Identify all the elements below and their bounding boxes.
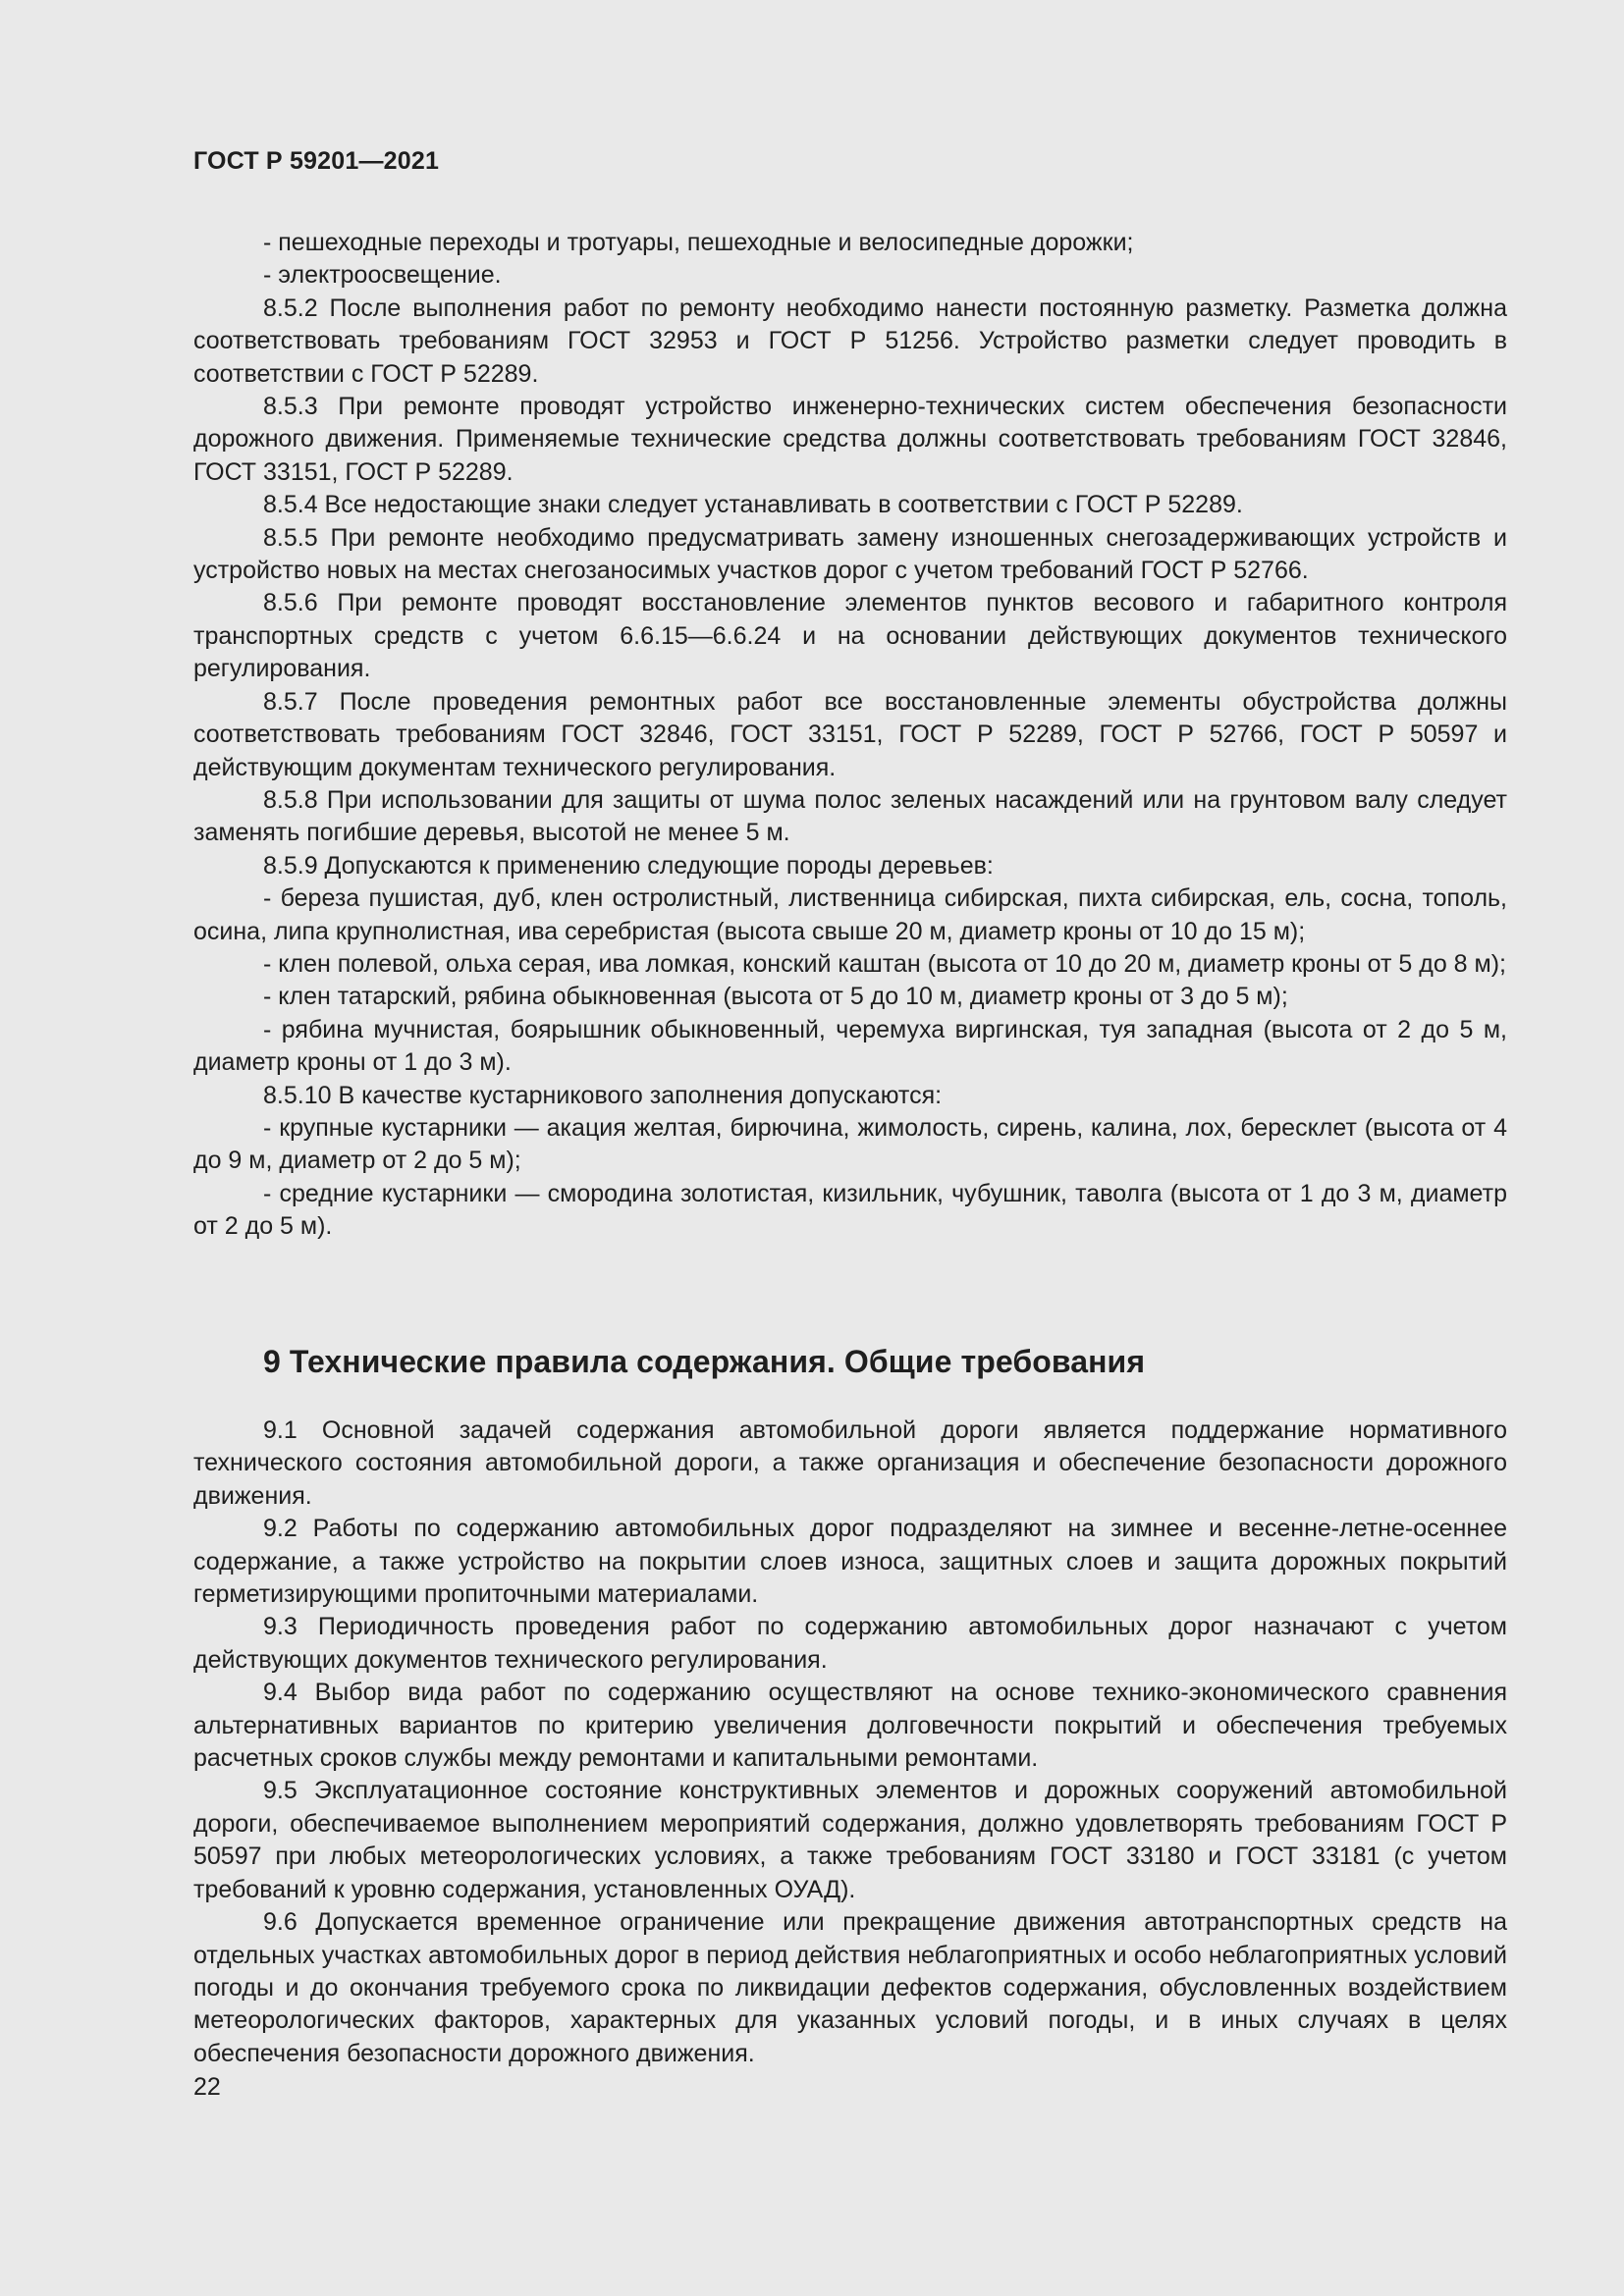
- section-9-body: [193, 1415, 1507, 2070]
- paragraph-8-5-10: 8.5.10 В качестве кустарникового заполнения допускаются:: [263, 1081, 943, 1109]
- paragraph-9-3: 9.3 Периодичность проведения работ по содержанию автомобильных дорог назначают с учетом действующих документов технического регулирования.: [193, 1613, 1507, 1674]
- paragraph-9-6: 9.6 Допускается временное ограничение или прекращение движения автотранспортных средств на отдельных участках автомобильных дорог в период действия неблагоприятных и особо неблагоприятных условий погоды и до окончания требуемого срока по ликвидации дефектов содержания, обусловленных воздействием метеорологических факторов, характерных для указанных условий погоды, и в иных случаях в целях обеспечения безопасности дорожного движения.: [193, 1908, 1507, 2067]
- list-item: - клен татарский, рябина обыкновенная (высота от 5 до 10 м, диаметр кроны от 3 до 5 м);: [263, 983, 1288, 1011]
- paragraph: - электроосвещение.: [263, 261, 502, 290]
- paragraph-9-4: 9.4 Выбор вида работ по содержанию осуществляют на основе технико-экономического сравнения альтернативных вариантов по критерию увеличения долговечности покрытий и обеспечения требуемых расчетных сроков службы между ремонтами и капитальными ремонтами.: [193, 1679, 1507, 1773]
- list-item: - береза пушистая, дуб, клен остролистный, лиственница сибирская, пихта сибирская, ель, сосна, тополь, осина, липа крупнолистная, ива серебристая (высота свыше 20 м, диаметр кроны от 10 до 15 м);: [193, 884, 1507, 945]
- page-number: 22: [193, 2073, 221, 2101]
- list-item: - рябина мучнистая, боярышник обыкновенный, черемуха виргинская, туя западная (высота от 2 до 5 м, диаметр кроны от 1 до 3 м).: [193, 1015, 1507, 1077]
- paragraph-8-5-6: 8.5.6 При ремонте проводят восстановление элементов пунктов весового и габаритного контроля транспортных средств с учетом 6.6.15—6.6.24 и на основании действующих документов технического регулирования.: [193, 589, 1507, 683]
- list-item: - крупные кустарники — акация желтая, бирючина, жимолость, сирень, калина, лох, бересклет (высота от 4 до 9 м, диаметр от 2 до 5 м);: [193, 1113, 1507, 1175]
- paragraph-9-2: 9.2 Работы по содержанию автомобильных дорог подразделяют на зимнее и весенне-летне-осеннее содержание, а также устройство на покрытии слоев износа, защитных слоев и защита дорожных покрытий герметизирующими пропиточными материалами.: [193, 1515, 1507, 1609]
- paragraph: - пешеходные переходы и тротуары, пешеходные и велосипедные дорожки;: [263, 229, 1134, 256]
- paragraph-9-1: 9.1 Основной задачей содержания автомобильной дороги является поддержание нормативного технического состояния автомобильной дороги, а также организация и обеспечение безопасности дорожного движения.: [193, 1416, 1507, 1510]
- document-code-header: ГОСТ Р 59201—2021: [193, 147, 440, 175]
- paragraph-8-5-8: 8.5.8 При использовании для защиты от шума полос зеленых насаждений или на грунтовом валу следует заменять погибшие деревья, высотой не менее 5 м.: [193, 785, 1507, 847]
- paragraph-8-5-2: 8.5.2 После выполнения работ по ремонту необходимо нанести постоянную разметку. Разметка должна соответствовать требованиям ГОСТ 32953 и ГОСТ Р 51256. Устройство разметки следует проводить в соответствии с ГОСТ Р 52289.: [193, 294, 1507, 388]
- section-9-heading: 9 Технические правила содержания. Общие требования: [263, 1344, 1146, 1379]
- paragraph-9-5: 9.5 Эксплуатационное состояние конструктивных элементов и дорожных сооружений автомобильной дороги, обеспечиваемое выполнением мероприятий содержания, должно удовлетворять требованиям ГОСТ Р 50597 при любых метеорологических условиях, а также требованиям ГОСТ 33180 и ГОСТ 33181 (с учетом требований к уровню содержания, установленных ОУАД).: [193, 1777, 1507, 1903]
- paragraph-8-5-5: 8.5.5 При ремонте необходимо предусматривать замену изношенных снегозадерживающих устройств и устройство новых на местах снегозаносимых участков дорог с учетом требований ГОСТ Р 52766.: [193, 523, 1507, 585]
- paragraph-8-5-4: 8.5.4 Все недостающие знаки следует устанавливать в соответствии с ГОСТ Р 52289.: [263, 491, 1243, 519]
- section-8-5-continued: [193, 227, 1507, 1244]
- list-item: - средние кустарники — смородина золотистая, кизильник, чубушник, таволга (высота от 1 до 3 м, диаметр от 2 до 5 м).: [193, 1179, 1507, 1241]
- paragraph-8-5-9: 8.5.9 Допускаются к применению следующие породы деревьев:: [263, 851, 994, 880]
- paragraph-8-5-7: 8.5.7 После проведения ремонтных работ все восстановленные элементы обустройства должны соответствовать требованиям ГОСТ 32846, ГОСТ 33151, ГОСТ Р 52289, ГОСТ Р 52766, ГОСТ Р 50597 и действующим документам технического регулирования.: [193, 687, 1507, 781]
- list-item: - клен полевой, ольха серая, ива ломкая, конский каштан (высота от 10 до 20 м, диаметр кроны от 5 до 8 м);: [263, 949, 1506, 978]
- paragraph-8-5-3: 8.5.3 При ремонте проводят устройство инженерно-технических систем обеспечения безопасности дорожного движения. Применяемые технические средства должны соответствовать требованиям ГОСТ 32846, ГОСТ 33151, ГОСТ Р 52289.: [193, 393, 1507, 486]
